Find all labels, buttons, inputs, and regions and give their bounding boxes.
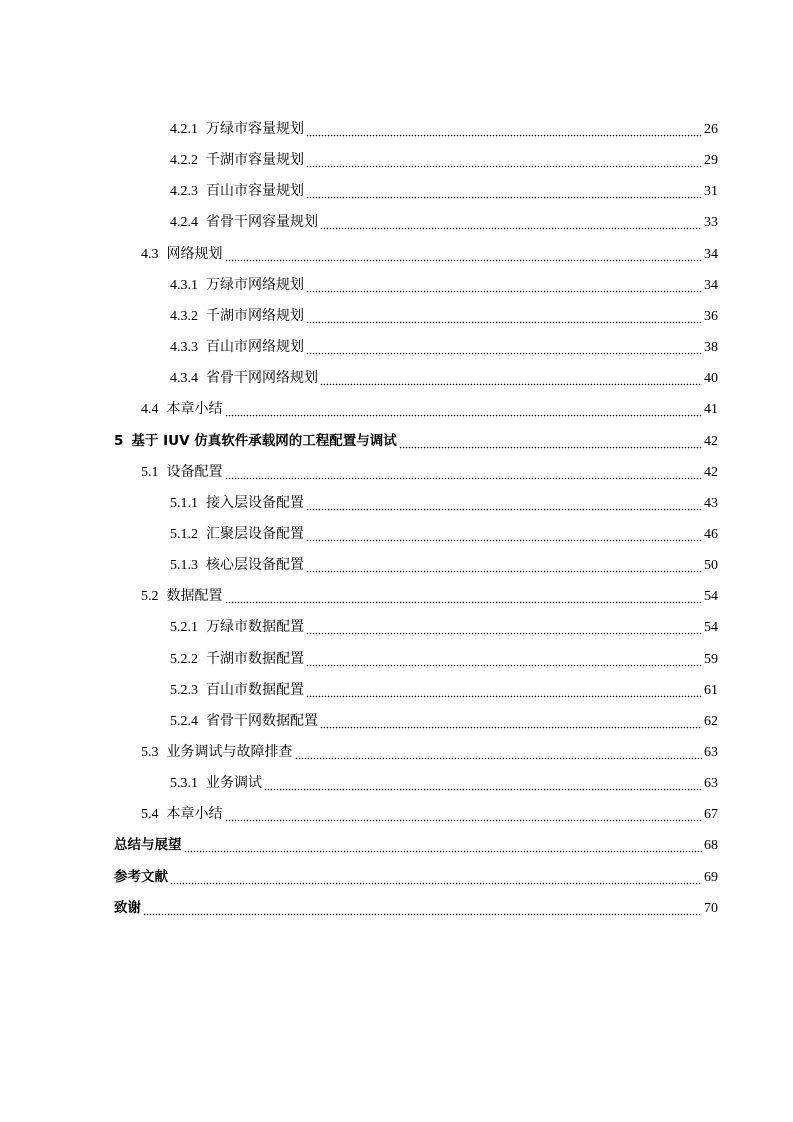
dot-leader bbox=[225, 590, 703, 604]
toc-entry-page-number: 38 bbox=[704, 339, 718, 355]
toc-entry-page-number: 59 bbox=[704, 651, 718, 667]
toc-entry-page-number: 40 bbox=[704, 370, 718, 386]
dot-leader bbox=[306, 528, 702, 542]
toc-entry[interactable] bbox=[170, 332, 718, 363]
dot-leader bbox=[306, 559, 702, 573]
toc-entry-number: 4.3.4 bbox=[170, 370, 198, 386]
dot-leader bbox=[320, 216, 702, 230]
toc-entry-title: 百山市容量规划 bbox=[206, 183, 304, 199]
dot-leader bbox=[264, 777, 702, 791]
toc-entry-page-number: 50 bbox=[704, 557, 718, 573]
toc-entry-title: 网络规划 bbox=[166, 246, 223, 262]
toc-entry[interactable] bbox=[170, 644, 718, 675]
toc-entry-number: 4.2.4 bbox=[170, 214, 198, 230]
toc-entry[interactable] bbox=[170, 207, 718, 238]
toc-entry-number: 5.3.1 bbox=[170, 775, 198, 791]
toc-entry-title: 致谢 bbox=[114, 899, 141, 916]
toc-entry-page-number: 42 bbox=[704, 433, 718, 449]
dot-leader bbox=[225, 466, 703, 480]
toc-entry-number: 5.1 bbox=[141, 464, 159, 480]
toc-entry[interactable] bbox=[114, 830, 718, 861]
dot-leader bbox=[320, 372, 702, 386]
toc-entry[interactable] bbox=[170, 612, 718, 643]
toc-entry-title: 省骨干网容量规划 bbox=[206, 214, 318, 230]
toc-entry-page-number: 62 bbox=[704, 713, 718, 729]
toc-entry-title: 业务调试与故障排查 bbox=[166, 744, 293, 760]
dot-leader bbox=[306, 653, 702, 667]
toc-entry-number: 5.4 bbox=[141, 806, 159, 822]
dot-leader bbox=[306, 123, 702, 137]
toc-entry[interactable] bbox=[170, 488, 718, 519]
toc-entry-number: 4.2.1 bbox=[170, 121, 198, 137]
dot-leader bbox=[306, 310, 702, 324]
toc-entry[interactable] bbox=[170, 270, 718, 301]
dot-leader bbox=[306, 154, 702, 168]
toc-entry-title: 汇聚层设备配置 bbox=[206, 526, 304, 542]
toc-entry-page-number: 34 bbox=[704, 277, 718, 293]
dot-leader bbox=[306, 185, 702, 199]
toc-entry-number: 5.2.2 bbox=[170, 651, 198, 667]
toc-entry-title: 千湖市网络规划 bbox=[206, 308, 304, 324]
toc-entry[interactable] bbox=[170, 706, 718, 737]
toc-entry-number: 5.2.3 bbox=[170, 682, 198, 698]
dot-leader bbox=[225, 248, 703, 262]
toc-entry-page-number: 54 bbox=[704, 588, 718, 604]
toc-entry-page-number: 29 bbox=[704, 152, 718, 168]
toc-entry[interactable] bbox=[141, 737, 718, 768]
toc-entry-title: 千湖市容量规划 bbox=[206, 152, 304, 168]
toc-entry-title: 省骨干网网络规划 bbox=[206, 370, 318, 386]
toc-entry-title: 万绿市容量规划 bbox=[206, 121, 304, 137]
toc-entry-title: 本章小结 bbox=[166, 401, 223, 417]
dot-leader bbox=[184, 839, 703, 853]
toc-entry-number: 5.1.3 bbox=[170, 557, 198, 573]
toc-entry-title: 数据配置 bbox=[166, 588, 223, 604]
toc-entry-title: 参考文献 bbox=[114, 868, 168, 885]
toc-entry[interactable] bbox=[114, 862, 718, 893]
toc-entry-page-number: 54 bbox=[704, 619, 718, 635]
toc-entry-title: 接入层设备配置 bbox=[206, 495, 304, 511]
dot-leader bbox=[295, 746, 703, 760]
toc-entry[interactable] bbox=[141, 394, 718, 425]
toc-entry-number: 5.2.4 bbox=[170, 713, 198, 729]
dot-leader bbox=[306, 497, 702, 511]
toc-entry-title: 千湖市数据配置 bbox=[206, 651, 304, 667]
toc-entry[interactable] bbox=[170, 675, 718, 706]
toc-entry-number: 4.3.3 bbox=[170, 339, 198, 355]
toc-entry-number: 5.1.1 bbox=[170, 495, 198, 511]
toc-entry-page-number: 33 bbox=[704, 214, 718, 230]
toc-entry[interactable] bbox=[170, 301, 718, 332]
toc-entry[interactable] bbox=[170, 145, 718, 176]
toc-entry-page-number: 63 bbox=[704, 744, 718, 760]
toc-entry-number: 4.2.2 bbox=[170, 152, 198, 168]
toc-entry-page-number: 26 bbox=[704, 121, 718, 137]
toc-entry-page-number: 70 bbox=[704, 900, 718, 916]
toc-entry-number: 4.3.1 bbox=[170, 277, 198, 293]
toc-entry[interactable] bbox=[141, 799, 718, 830]
toc-entry-number: 4.3 bbox=[141, 246, 159, 262]
toc-entry[interactable] bbox=[170, 176, 718, 207]
toc-entry[interactable] bbox=[170, 519, 718, 550]
toc-entry[interactable] bbox=[141, 457, 718, 488]
toc-entry-number: 4.4 bbox=[141, 401, 159, 417]
toc-entry-number: 5.1.2 bbox=[170, 526, 198, 542]
toc-entry-title: 本章小结 bbox=[166, 806, 223, 822]
toc-entry-number: 4.2.3 bbox=[170, 183, 198, 199]
toc-entry-title: 万绿市网络规划 bbox=[206, 277, 304, 293]
dot-leader bbox=[320, 715, 702, 729]
toc-entry-title: 设备配置 bbox=[166, 464, 223, 480]
dot-leader bbox=[306, 341, 702, 355]
toc-entry-page-number: 34 bbox=[704, 246, 718, 262]
toc-entry-number: 5.2.1 bbox=[170, 619, 198, 635]
toc-entry[interactable] bbox=[170, 363, 718, 394]
toc-entry[interactable] bbox=[141, 581, 718, 612]
toc-entry-number: 5.3 bbox=[141, 744, 159, 760]
toc-entry-title: 核心层设备配置 bbox=[206, 557, 304, 573]
toc-entry[interactable] bbox=[170, 550, 718, 581]
toc-entry-page-number: 36 bbox=[704, 308, 718, 324]
toc-entry-number: 4.3.2 bbox=[170, 308, 198, 324]
toc-entry[interactable] bbox=[114, 426, 718, 457]
toc-entry-title: 基于 IUV 仿真软件承载网的工程配置与调试 bbox=[131, 432, 397, 449]
toc-entry-title: 万绿市数据配置 bbox=[206, 619, 304, 635]
toc-entry[interactable] bbox=[141, 239, 718, 270]
dot-leader bbox=[225, 403, 703, 417]
dot-leader bbox=[399, 435, 702, 449]
toc-entry-page-number: 41 bbox=[704, 401, 718, 417]
toc-entry[interactable] bbox=[170, 114, 718, 145]
dot-leader bbox=[170, 871, 702, 885]
toc-entry-page-number: 69 bbox=[704, 869, 718, 885]
toc-entry-title: 总结与展望 bbox=[114, 836, 182, 853]
toc-entry-page-number: 61 bbox=[704, 682, 718, 698]
dot-leader bbox=[306, 684, 702, 698]
dot-leader bbox=[143, 902, 702, 916]
toc-entry-title: 百山市数据配置 bbox=[206, 682, 304, 698]
dot-leader bbox=[306, 621, 702, 635]
toc-entry-page-number: 31 bbox=[704, 183, 718, 199]
toc-entry-page-number: 68 bbox=[704, 837, 718, 853]
toc-entry-number: 5.2 bbox=[141, 588, 159, 604]
toc-entry[interactable] bbox=[114, 893, 718, 924]
toc-entry-title: 省骨干网数据配置 bbox=[206, 713, 318, 729]
toc-entry-page-number: 67 bbox=[704, 806, 718, 822]
toc-entry-page-number: 63 bbox=[704, 775, 718, 791]
toc-entry-title: 百山市网络规划 bbox=[206, 339, 304, 355]
toc-entry-page-number: 46 bbox=[704, 526, 718, 542]
toc-entry-page-number: 42 bbox=[704, 464, 718, 480]
toc-entry[interactable] bbox=[170, 768, 718, 799]
toc-entry-page-number: 43 bbox=[704, 495, 718, 511]
dot-leader bbox=[225, 808, 703, 822]
toc-entry-number: 5 bbox=[114, 432, 124, 449]
dot-leader bbox=[306, 279, 702, 293]
toc-entry-title: 业务调试 bbox=[206, 775, 262, 791]
